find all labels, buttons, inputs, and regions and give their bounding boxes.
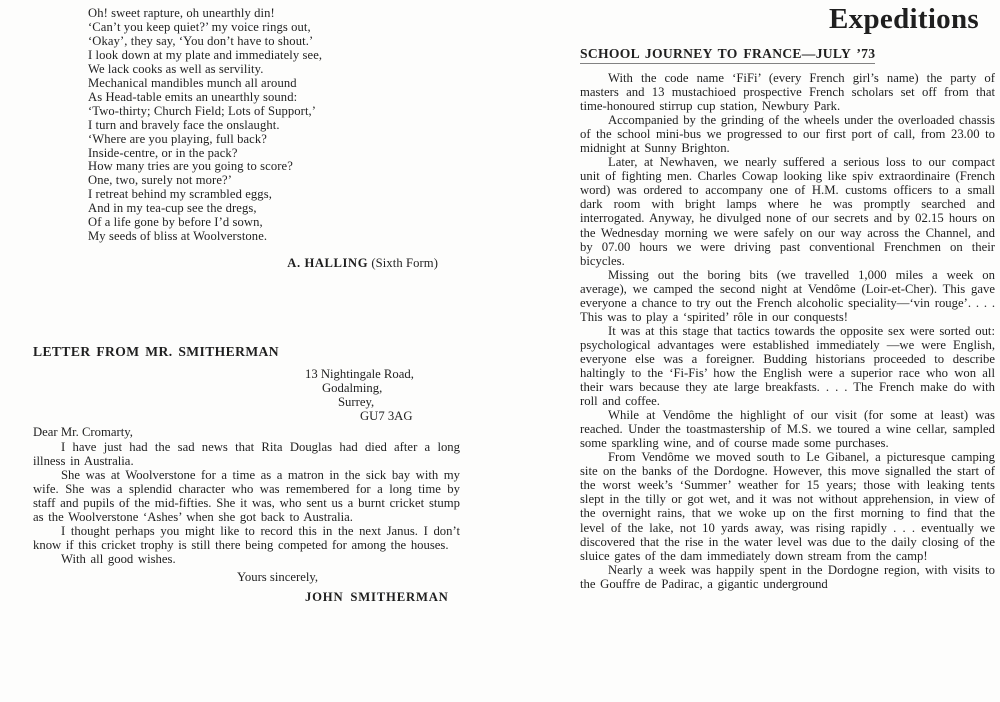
letter-paragraph: With all good wishes. (61, 552, 176, 567)
poem-line: I retreat behind my scrambled eggs, (88, 187, 272, 202)
poem-line: Mechanical mandibles munch all around (88, 75, 297, 90)
poem-line: ‘Can’t you keep quiet?’ my voice rings out, (88, 19, 311, 34)
poem-author-form: (Sixth Form) (368, 256, 438, 271)
address-line: Godalming, (322, 381, 383, 396)
article-paragraph: Nearly a week was happily spent in the Dordogne region, with visits to the Gouffre de Padirac, a gigantic underground (580, 562, 995, 591)
article-paragraph: Accompanied by the grinding of the wheels under the overloaded chassis of the school mini-bus we progressed to our first port of call, from 23.00 to midnight at Sunny Brighton. (580, 113, 995, 156)
letter-paragraph: I have just had the sad news that Rita Douglas had died after a long illness in Australia. (33, 439, 460, 468)
poem-line: ‘Where are you playing, full back? (88, 131, 267, 146)
poem-line: Of a life gone by before I’d sown, (88, 215, 263, 230)
poem-author-name: A. HALLING (287, 256, 369, 271)
poem-line: I look down at my plate and immediately see, (88, 47, 323, 62)
poem-line: ‘Two-thirty; Church Field; Lots of Support,’ (88, 103, 317, 118)
poem-line: ‘Okay’, they say, ‘You don’t have to shout.’ (88, 33, 314, 48)
address-line: GU7 3AG (360, 409, 413, 424)
article-school-journey-to-france (580, 36, 995, 591)
article-heading: SCHOOL JOURNEY TO FRANCE—JULY ’73 (580, 46, 875, 64)
letter-from-mr-smitherman (33, 345, 460, 604)
address-line: 13 Nightingale Road, (305, 367, 414, 382)
letter-signature: JOHN SMITHERMAN (305, 589, 449, 604)
right-page (580, 0, 995, 702)
poem-line: As Head-table emits an unearthly sound: (88, 89, 298, 104)
poem-line: My seeds of bliss at Woolverstone. (88, 229, 268, 244)
poem (33, 0, 460, 271)
left-page (33, 0, 460, 702)
article-paragraph: Later, at Newhaven, we nearly suffered a serious loss to our compact unit of fighting men. Charles Cowap looking like spiv extraordinaire (French word) was ordered to accompany one of H.M. customs officers to a small dark room with bright lamps where he was promptly searched and interrogated. Anyway, he divulged none of our secrets and by 02.15 hours on the Wednesday morning we were safely on our way across the Channel, and by 07.00 hours we were driving past conventional Frenchmen on their bicycles. (580, 155, 995, 268)
article-paragraph: With the code name ‘FiFi’ (every French girl’s name) the party of masters and 13 mustachioed prospective French scholars set off from that time-honoured stirrup cup station, Newbury Park. (580, 71, 995, 114)
letter-paragraph: She was at Woolverstone for a time as a matron in the sick bay with my wife. She was a splendid character who was remembered for a long time by staff and pupils of the mid-fifties. She it was, who sent us a burnt cricket stump as the Woolverstone ‘Ashes’ when she got back to Australia. (33, 467, 460, 525)
poem-line: I turn and bravely face the onslaught. (88, 117, 280, 132)
poem-line: We lack cooks as well as servility. (88, 61, 264, 76)
article-paragraph: While at Vendôme the highlight of our visit (for some at least) was reached. Under the toastmastership of M.S. we toured a wine cellar, sampled some sparkling wine, and of course made some purchases. (580, 408, 995, 451)
letter-address-block (33, 367, 460, 423)
poem-line: Oh! sweet rapture, oh unearthly din! (88, 6, 275, 20)
section-title-expeditions: Expeditions (829, 3, 979, 35)
poem-line: One, two, surely not more?’ (88, 173, 232, 188)
letter-valediction: Yours sincerely, (237, 570, 319, 585)
poem-line: Inside-centre, or in the pack? (88, 145, 238, 160)
address-line: Surrey, (338, 395, 375, 410)
article-paragraph: Missing out the boring bits (we travelled 1,000 miles a week on average), we camped the second night at Vendôme (Loir-et-Cher). This gave everyone a chance to try out the French alcoholic speciality—‘vin rouge’. . . . This was to play a ‘spirited’ rôle in our conquests! (580, 267, 995, 324)
letter-salutation: Dear Mr. Cromarty, (33, 425, 133, 440)
article-paragraph: It was at this stage that tactics towards the opposite sex were sorted out: psychological advantages were established immediately —we were English, everyone else was a foreigner. Budding historians proceeded to describe haltingly to the ‘Fi-Fis’ how the English were a superior race who won all their wars because they ate large breakfasts. . . . The French make do with roll and coffee. (580, 323, 995, 409)
poem-line: And in my tea-cup see the dregs, (88, 201, 257, 216)
letter-paragraph: I thought perhaps you might like to record this in the next Janus. I don’t know if this cricket trophy is still there being competed for among the houses. (33, 524, 460, 553)
poem-author-credit (88, 257, 460, 271)
poem-line: How many tries are you going to score? (88, 159, 293, 174)
article-paragraph: From Vendôme we moved south to Le Gibanel, a picturesque camping site on the banks of the Dordogne. However, this move signalled the start of the worst week’s ‘Summer’ weather for 15 years; those with leaking tents slept in the tilly or got wet, and it was not without apprehension, in view of the overnight rains, that we woke up on the first morning to find that the level of the lake, not 10 yards away, was rising rapidly . . . eventually we discovered that the rise in the water level was due to the daily closing of the sluice gates of the dam immediately down stream from the camp! (580, 450, 995, 563)
letter-heading: LETTER FROM MR. SMITHERMAN (33, 344, 279, 359)
